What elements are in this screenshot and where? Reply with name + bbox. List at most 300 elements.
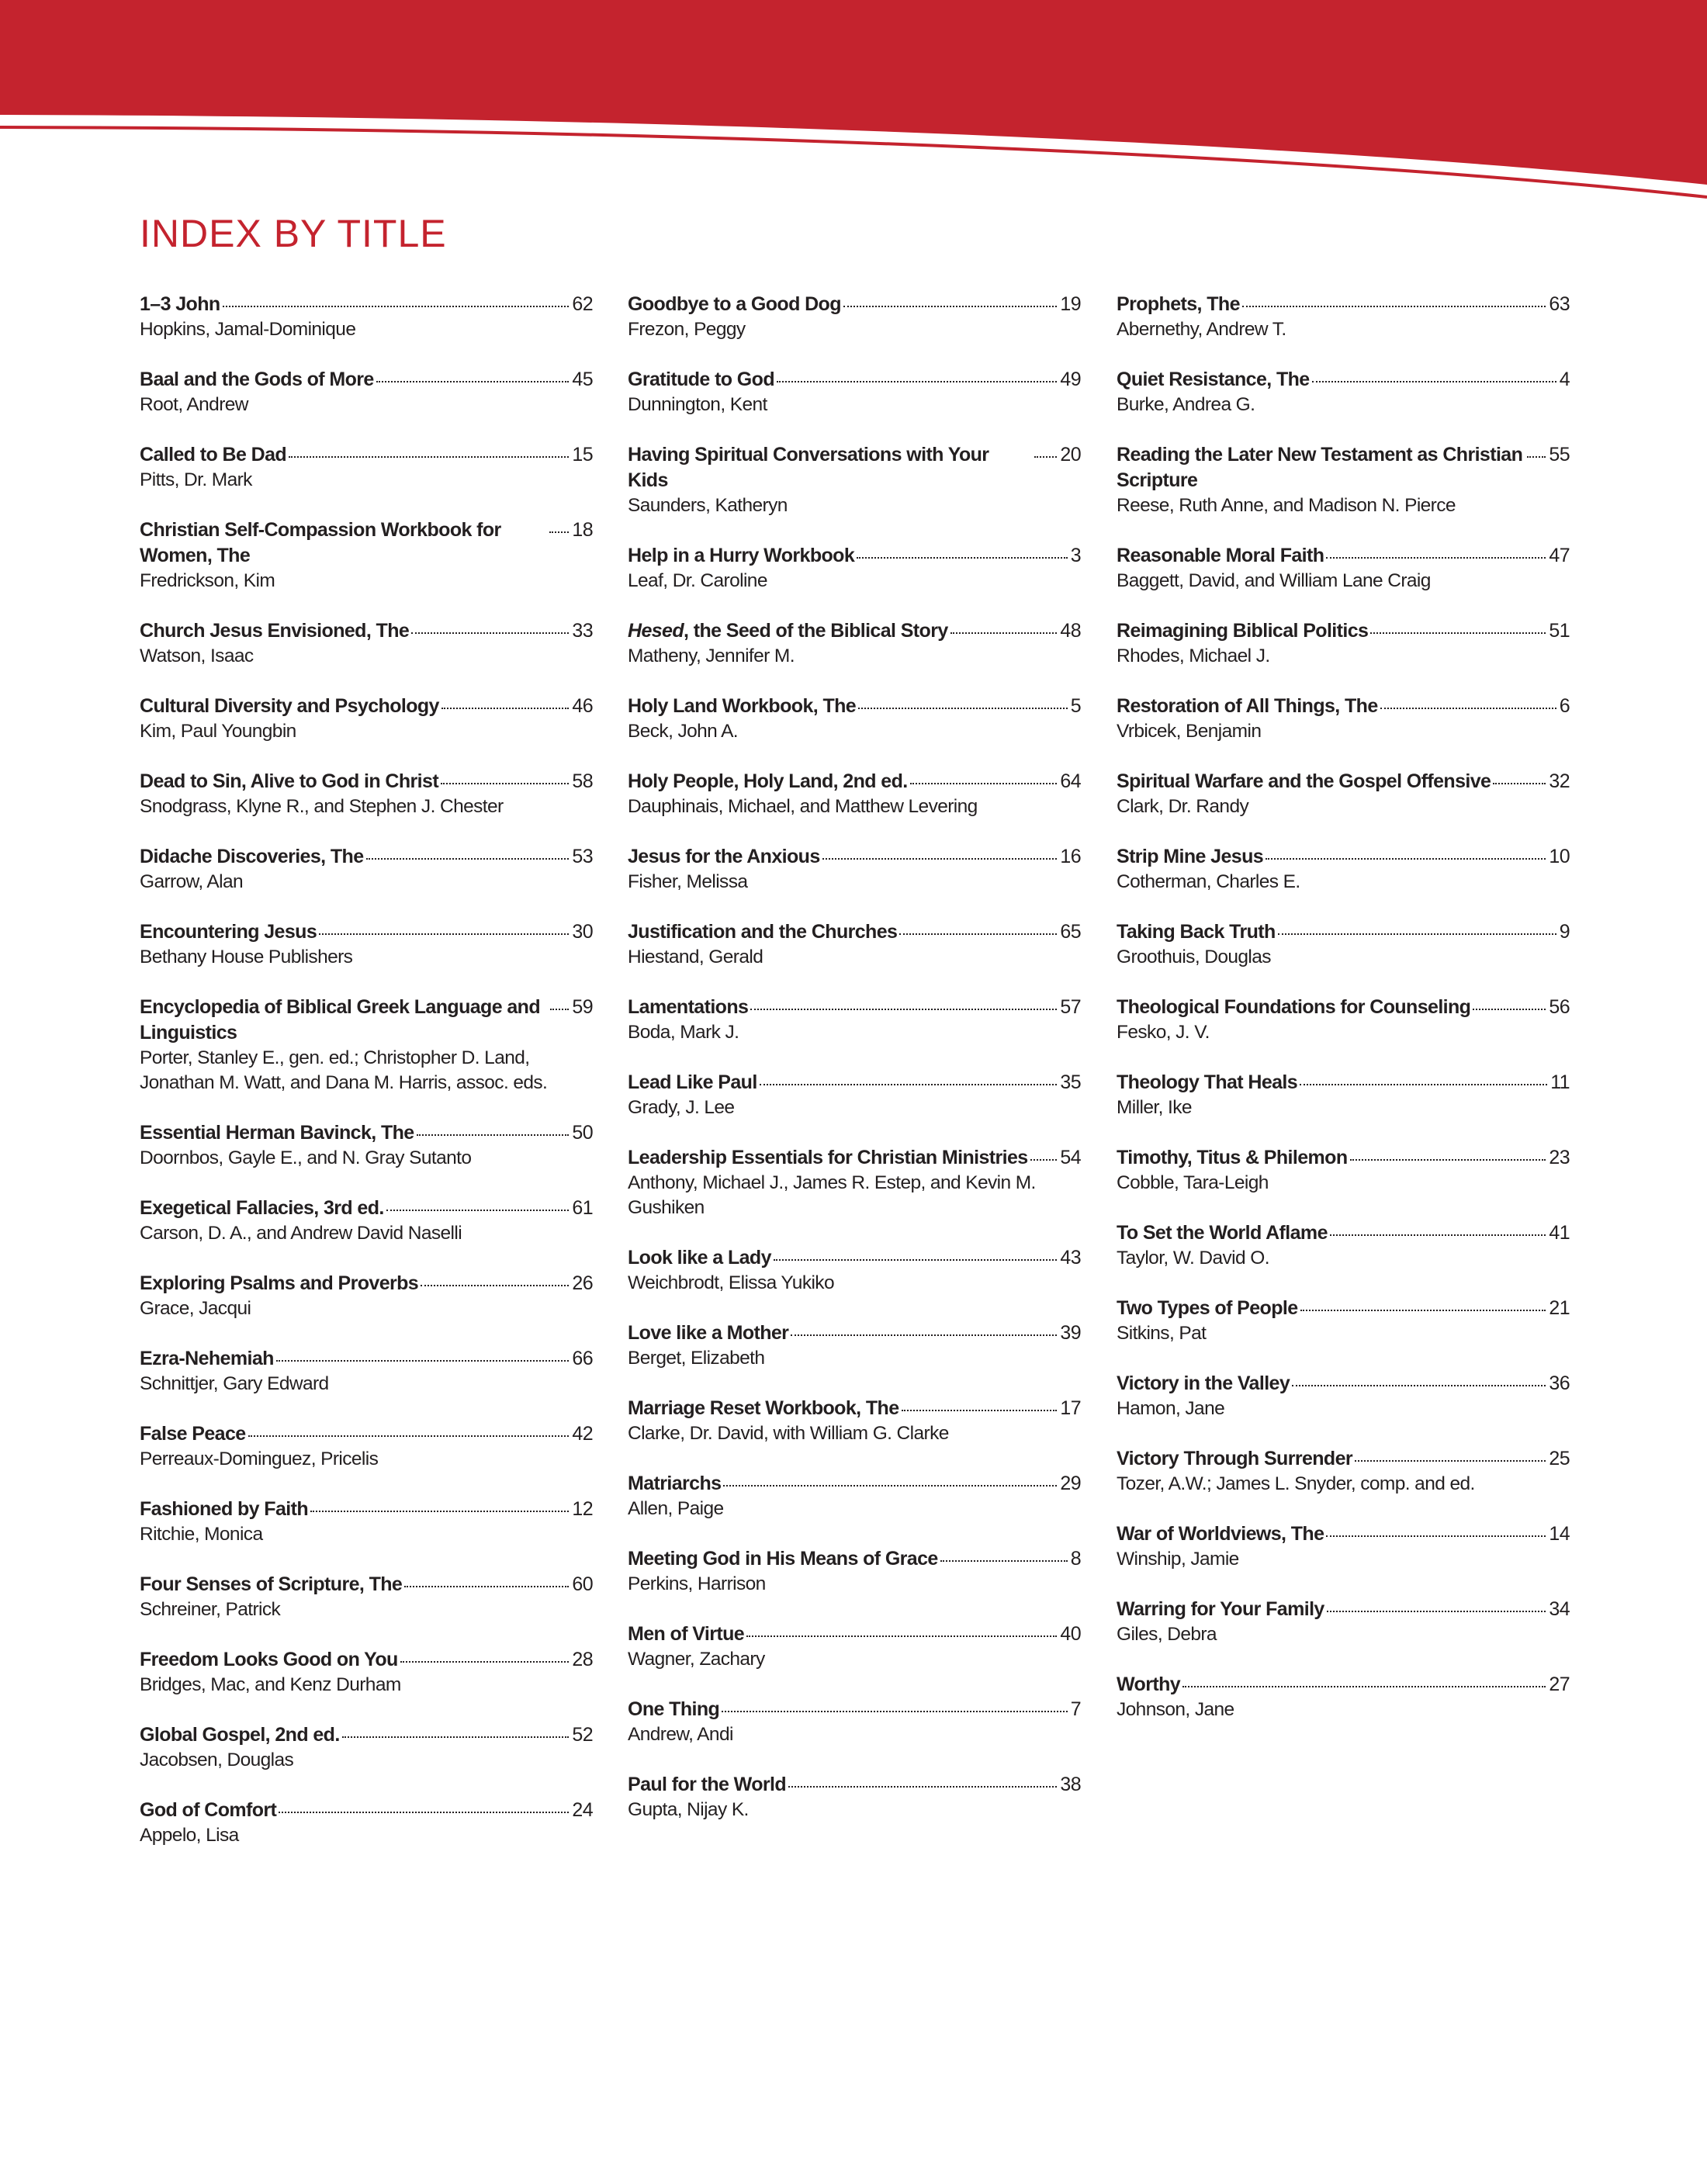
entry-title-line xyxy=(1117,618,1570,644)
book-title-text: , the Seed of the Biblical Story xyxy=(684,620,948,642)
entry-title-line xyxy=(140,618,593,644)
entry-title-line xyxy=(1117,1296,1570,1321)
author-name: Fredrickson, Kim xyxy=(140,570,275,591)
book-title-text: Global Gospel, 2nd ed. xyxy=(140,1724,340,1746)
author-name: Taylor, W. David O. xyxy=(1117,1248,1269,1269)
book-title xyxy=(1117,769,1491,794)
dot-leader xyxy=(760,1084,1058,1085)
author-name: Dunnington, Kent xyxy=(628,394,767,415)
entry-title-line xyxy=(1117,769,1570,794)
author-name: Root, Andrew xyxy=(140,394,248,415)
dot-leader xyxy=(902,1410,1058,1411)
book-title-text: Lead Like Paul xyxy=(628,1071,757,1093)
author-name: Frezon, Peggy xyxy=(628,319,746,340)
index-entry xyxy=(1117,1220,1570,1271)
author-name: Porter, Stanley E., gen. ed.; Christopher D. Land, Jonathan M. Watt, and Dana M. Harris, assoc. eds. xyxy=(140,1047,548,1093)
page-number: 25 xyxy=(1549,1448,1570,1469)
book-title xyxy=(1117,1672,1180,1698)
book-title xyxy=(628,543,854,569)
author-name: Burke, Andrea G. xyxy=(1117,394,1255,415)
index-entry xyxy=(1117,543,1570,594)
book-title xyxy=(140,442,286,468)
page-number: 40 xyxy=(1060,1623,1081,1645)
author-name: Watson, Isaac xyxy=(140,646,254,666)
page-number: 28 xyxy=(572,1649,593,1670)
book-title-text: Exegetical Fallacies, 3rd ed. xyxy=(140,1197,384,1219)
index-entry xyxy=(628,1396,1081,1446)
author-name: Weichbrodt, Elissa Yukiko xyxy=(628,1272,834,1293)
book-title-text: Lamentations xyxy=(628,996,749,1018)
index-column-3 xyxy=(1117,292,1570,1747)
dot-leader xyxy=(843,306,1058,307)
book-title-text: Having Spiritual Conversations with Your Kids xyxy=(628,444,989,491)
entry-title-line xyxy=(140,1346,593,1372)
book-title-text: Reimagining Biblical Politics xyxy=(1117,620,1369,642)
dot-leader xyxy=(1380,708,1556,709)
page-number: 29 xyxy=(1060,1473,1081,1494)
index-column-1 xyxy=(140,292,593,1873)
entry-title-line xyxy=(1117,1597,1570,1622)
entry-title-line xyxy=(140,1421,593,1447)
author-name: Clarke, Dr. David, with William G. Clarke xyxy=(628,1423,949,1444)
dot-leader xyxy=(404,1586,569,1587)
dot-leader xyxy=(858,708,1068,709)
dot-leader xyxy=(822,858,1058,860)
index-entry xyxy=(1117,618,1570,669)
page-number: 49 xyxy=(1060,369,1081,390)
entry-title-line xyxy=(1117,1220,1570,1246)
page-number: 64 xyxy=(1060,770,1081,792)
page-number: 38 xyxy=(1060,1774,1081,1795)
page-number: 9 xyxy=(1559,921,1570,943)
author-name: Allen, Paige xyxy=(628,1498,724,1519)
author-name: Garrow, Alan xyxy=(140,871,244,892)
author-name: Boda, Mark J. xyxy=(628,1022,739,1043)
page-number: 4 xyxy=(1559,369,1570,390)
book-title xyxy=(140,1647,398,1673)
book-title xyxy=(628,1772,786,1798)
author-name: Schreiner, Patrick xyxy=(140,1599,281,1620)
dot-leader xyxy=(400,1661,570,1663)
book-title xyxy=(1117,1220,1328,1246)
book-title xyxy=(140,919,317,945)
book-title-text: Victory in the Valley xyxy=(1117,1372,1290,1394)
index-entry xyxy=(140,517,593,594)
dot-leader xyxy=(1030,1159,1058,1161)
dot-leader xyxy=(774,1259,1057,1261)
author-name: Berget, Elizabeth xyxy=(628,1348,765,1369)
author-name: Bethany House Publishers xyxy=(140,947,353,967)
dot-leader xyxy=(276,1360,570,1362)
index-entry xyxy=(140,618,593,669)
book-title xyxy=(628,618,948,644)
dot-leader xyxy=(441,708,570,709)
book-title xyxy=(140,618,409,644)
book-title-text: Meeting God in His Means of Grace xyxy=(628,1548,938,1570)
dot-leader xyxy=(366,858,570,860)
book-title-text: Timothy, Titus & Philemon xyxy=(1117,1147,1348,1168)
author-name: Dauphinais, Michael, and Matthew Levering xyxy=(628,796,978,817)
book-title-text: Victory Through Surrender xyxy=(1117,1448,1353,1469)
index-entry xyxy=(628,1772,1081,1822)
book-title-text: Spiritual Warfare and the Gospel Offensive xyxy=(1117,770,1491,792)
author-name: Johnson, Jane xyxy=(1117,1699,1234,1720)
index-entry xyxy=(628,844,1081,895)
index-entry xyxy=(140,1421,593,1472)
entry-title-line xyxy=(628,618,1081,644)
page-number: 65 xyxy=(1060,921,1081,943)
entry-title-line xyxy=(628,442,1081,493)
book-title-text: Two Types of People xyxy=(1117,1297,1298,1319)
author-name: Carson, D. A., and Andrew David Naselli xyxy=(140,1223,462,1244)
book-title-text: Help in a Hurry Workbook xyxy=(628,545,855,566)
dot-leader xyxy=(1473,1009,1546,1010)
dot-leader xyxy=(777,381,1057,382)
page-number: 39 xyxy=(1060,1322,1081,1344)
page-number: 36 xyxy=(1549,1372,1570,1394)
entry-title-line xyxy=(140,1497,593,1522)
page-number: 45 xyxy=(572,369,593,390)
dot-leader xyxy=(722,1711,1067,1712)
dot-leader xyxy=(910,783,1058,784)
entry-title-line xyxy=(628,1622,1081,1647)
dot-leader xyxy=(550,1009,569,1010)
entry-title-line xyxy=(628,367,1081,393)
entry-title-line xyxy=(1117,1145,1570,1171)
book-title-text: Dead to Sin, Alive to God in Christ xyxy=(140,770,439,792)
dot-leader xyxy=(899,933,1057,935)
index-entry xyxy=(628,1471,1081,1521)
index-entry xyxy=(1117,1145,1570,1196)
entry-title-line xyxy=(140,1798,593,1823)
entry-title-line xyxy=(628,1697,1081,1722)
banner-red-swoosh xyxy=(0,0,1707,185)
entry-title-line xyxy=(1117,995,1570,1020)
entry-title-line xyxy=(140,1647,593,1673)
page-number: 10 xyxy=(1549,846,1570,867)
book-title xyxy=(628,367,774,393)
book-title-text: Encyclopedia of Biblical Greek Language and Linguistics xyxy=(140,996,541,1044)
author-name: Reese, Ruth Anne, and Madison N. Pierce xyxy=(1117,495,1456,516)
page-number: 11 xyxy=(1550,1071,1570,1093)
page-number: 48 xyxy=(1060,620,1081,642)
index-entry xyxy=(628,1622,1081,1672)
book-title-text: Freedom Looks Good on You xyxy=(140,1649,398,1670)
book-title-text: Christian Self-Compassion Workbook for Women, The xyxy=(140,519,501,566)
entry-title-line xyxy=(1117,694,1570,719)
book-title-text: Men of Virtue xyxy=(628,1623,745,1645)
book-title-text: Love like a Mother xyxy=(628,1322,789,1344)
book-title xyxy=(1117,618,1368,644)
book-title-text: To Set the World Aflame xyxy=(1117,1222,1328,1244)
page-number: 6 xyxy=(1559,695,1570,717)
dot-leader xyxy=(417,1134,570,1136)
book-title xyxy=(1117,1296,1298,1321)
author-name: Giles, Debra xyxy=(1117,1624,1217,1645)
author-name: Groothuis, Douglas xyxy=(1117,947,1271,967)
book-title-text: Worthy xyxy=(1117,1673,1181,1695)
book-title-text: Warring for Your Family xyxy=(1117,1598,1324,1620)
book-title-text: Didache Discoveries, The xyxy=(140,846,364,867)
book-title xyxy=(628,694,856,719)
dot-leader xyxy=(279,1812,569,1813)
page-number: 30 xyxy=(572,921,593,943)
entry-title-line xyxy=(140,1120,593,1146)
entry-title-line xyxy=(140,919,593,945)
entry-title-line xyxy=(628,769,1081,794)
book-title xyxy=(140,1120,414,1146)
dot-leader xyxy=(1300,1310,1546,1311)
book-title xyxy=(628,1697,719,1722)
dot-leader xyxy=(750,1009,1057,1010)
book-title xyxy=(140,1271,418,1296)
index-entry xyxy=(1117,694,1570,744)
page-number: 47 xyxy=(1549,545,1570,566)
index-entry xyxy=(140,769,593,819)
dot-leader xyxy=(791,1334,1057,1336)
page-number: 21 xyxy=(1549,1297,1570,1319)
author-name: Hamon, Jane xyxy=(1117,1398,1225,1419)
author-name: Doornbos, Gayle E., and N. Gray Sutanto xyxy=(140,1147,472,1168)
page-number: 62 xyxy=(572,293,593,315)
page-number: 34 xyxy=(1549,1598,1570,1620)
author-name: Saunders, Katheryn xyxy=(628,495,788,516)
page-number: 17 xyxy=(1060,1397,1081,1419)
book-title-text: Reading the Later New Testament as Christian Scripture xyxy=(1117,444,1523,491)
book-title-text: Theology That Heals xyxy=(1117,1071,1298,1093)
page-number: 51 xyxy=(1549,620,1570,642)
entry-title-line xyxy=(1117,1521,1570,1547)
book-title-text: Cultural Diversity and Psychology xyxy=(140,695,439,717)
page-number: 59 xyxy=(572,996,593,1018)
dot-leader xyxy=(223,306,570,307)
book-title xyxy=(1117,919,1276,945)
author-name: Cotherman, Charles E. xyxy=(1117,871,1300,892)
page-title: INDEX BY TITLE xyxy=(140,212,447,255)
dot-leader xyxy=(1326,557,1546,559)
dot-leader xyxy=(1327,1611,1546,1612)
book-title-text: Marriage Reset Workbook, The xyxy=(628,1397,899,1419)
dot-leader xyxy=(1330,1234,1546,1236)
book-title xyxy=(628,1622,744,1647)
index-entry xyxy=(140,1497,593,1547)
entry-title-line xyxy=(140,1271,593,1296)
dot-leader xyxy=(411,632,569,634)
book-title-text: Prophets, The xyxy=(1117,293,1240,315)
page-number: 15 xyxy=(572,444,593,466)
entry-title-line xyxy=(140,844,593,870)
entry-title-line xyxy=(628,694,1081,719)
book-title xyxy=(140,1421,246,1447)
index-column-2 xyxy=(628,292,1081,1847)
author-name: Perkins, Harrison xyxy=(628,1573,766,1594)
entry-title-line xyxy=(628,995,1081,1020)
author-name: Pitts, Dr. Mark xyxy=(140,469,252,490)
author-name: Miller, Ike xyxy=(1117,1097,1192,1118)
index-entry xyxy=(628,1145,1081,1220)
index-entry xyxy=(628,1697,1081,1747)
page-number: 63 xyxy=(1549,293,1570,315)
book-title-text: Called to Be Dad xyxy=(140,444,287,466)
index-entry xyxy=(628,1546,1081,1597)
book-title xyxy=(140,995,548,1046)
page-number: 57 xyxy=(1060,996,1081,1018)
index-entry xyxy=(1117,1296,1570,1346)
entry-title-line xyxy=(140,769,593,794)
entry-title-line xyxy=(1117,1070,1570,1095)
entry-title-line xyxy=(140,292,593,317)
author-name: Wagner, Zachary xyxy=(628,1649,765,1670)
author-name: Fisher, Melissa xyxy=(628,871,748,892)
author-name: Grace, Jacqui xyxy=(140,1298,251,1319)
book-title xyxy=(628,1145,1028,1171)
entry-title-line xyxy=(628,543,1081,569)
index-entry xyxy=(628,1320,1081,1371)
entry-title-line xyxy=(628,1772,1081,1798)
author-name: Rhodes, Michael J. xyxy=(1117,646,1270,666)
book-title-text: Matriarchs xyxy=(628,1473,722,1494)
book-title xyxy=(628,769,908,794)
index-entry xyxy=(1117,292,1570,342)
book-title xyxy=(628,1320,788,1346)
dot-leader xyxy=(248,1435,570,1437)
dot-leader xyxy=(386,1210,570,1211)
dot-leader xyxy=(319,933,569,935)
entry-title-line xyxy=(628,1145,1081,1171)
index-entry xyxy=(140,1196,593,1246)
book-title xyxy=(1117,995,1470,1020)
index-entry xyxy=(140,1798,593,1848)
page-number: 12 xyxy=(572,1498,593,1520)
book-title-text: Goodbye to a Good Dog xyxy=(628,293,841,315)
entry-title-line xyxy=(628,844,1081,870)
dot-leader xyxy=(1326,1535,1546,1537)
book-title-text: Four Senses of Scripture, The xyxy=(140,1573,403,1595)
author-name: Gupta, Nijay K. xyxy=(628,1799,749,1820)
author-name: Hopkins, Jamal-Dominique xyxy=(140,319,356,340)
entry-title-line xyxy=(140,517,593,569)
author-name: Hiestand, Gerald xyxy=(628,947,763,967)
page-number: 24 xyxy=(572,1799,593,1821)
index-entry xyxy=(140,1722,593,1773)
index-entry xyxy=(140,292,593,342)
index-entry xyxy=(140,367,593,417)
index-entry xyxy=(628,694,1081,744)
index-entry xyxy=(1117,1597,1570,1647)
author-name: Cobble, Tara-Leigh xyxy=(1117,1172,1269,1193)
author-name: Appelo, Lisa xyxy=(140,1825,239,1846)
index-entry xyxy=(1117,442,1570,518)
author-name: Kim, Paul Youngbin xyxy=(140,721,296,742)
author-name: Snodgrass, Klyne R., and Stephen J. Chester xyxy=(140,796,504,817)
entry-title-line xyxy=(628,1396,1081,1421)
entry-title-line xyxy=(628,1320,1081,1346)
book-title xyxy=(628,1471,721,1497)
book-title xyxy=(140,1722,340,1748)
page-number: 18 xyxy=(572,519,593,541)
author-name: Winship, Jamie xyxy=(1117,1549,1239,1570)
index-entry xyxy=(140,1120,593,1171)
index-entry xyxy=(1117,844,1570,895)
book-title-text: Strip Mine Jesus xyxy=(1117,846,1264,867)
page-number: 16 xyxy=(1060,846,1081,867)
book-title xyxy=(140,694,439,719)
page-number: 58 xyxy=(572,770,593,792)
author-name: Vrbicek, Benjamin xyxy=(1117,721,1262,742)
book-title-text: Encountering Jesus xyxy=(140,921,317,943)
page-number: 53 xyxy=(572,846,593,867)
entry-title-line xyxy=(140,694,593,719)
dot-leader xyxy=(376,381,570,382)
author-name: Ritchie, Monica xyxy=(140,1524,263,1545)
entry-title-line xyxy=(1117,1672,1570,1698)
index-entry xyxy=(1117,367,1570,417)
dot-leader xyxy=(857,557,1068,559)
dot-leader xyxy=(1182,1686,1546,1687)
book-title-text: Justification and the Churches xyxy=(628,921,898,943)
index-entry xyxy=(628,919,1081,970)
entry-title-line xyxy=(1117,543,1570,569)
book-title xyxy=(628,844,820,870)
page-number: 27 xyxy=(1549,1673,1570,1695)
book-title-text: Fashioned by Faith xyxy=(140,1498,308,1520)
book-title-text: Church Jesus Envisioned, The xyxy=(140,620,410,642)
book-title xyxy=(140,1346,274,1372)
author-name: Abernethy, Andrew T. xyxy=(1117,319,1286,340)
page-number: 32 xyxy=(1549,770,1570,792)
dot-leader xyxy=(441,783,569,784)
author-name: Fesko, J. V. xyxy=(1117,1022,1210,1043)
index-entry xyxy=(628,543,1081,594)
dot-leader xyxy=(723,1485,1057,1487)
dot-leader xyxy=(1527,456,1546,458)
page-number: 8 xyxy=(1070,1548,1081,1570)
book-title xyxy=(628,1396,899,1421)
page-number: 66 xyxy=(572,1348,593,1369)
author-name: Jacobsen, Douglas xyxy=(140,1750,294,1770)
book-title xyxy=(140,1196,384,1221)
book-title-text: Gratitude to God xyxy=(628,369,774,390)
index-entry xyxy=(1117,995,1570,1045)
book-title-text: Reasonable Moral Faith xyxy=(1117,545,1324,566)
entry-title-line xyxy=(1117,292,1570,317)
index-entry xyxy=(140,1572,593,1622)
book-title-text: War of Worldviews, The xyxy=(1117,1523,1324,1545)
page-number: 3 xyxy=(1070,545,1081,566)
author-name: Grady, J. Lee xyxy=(628,1097,735,1118)
index-entry xyxy=(1117,1371,1570,1421)
book-title xyxy=(140,517,547,569)
book-title xyxy=(628,442,1032,493)
index-entry xyxy=(140,919,593,970)
page-number: 26 xyxy=(572,1272,593,1294)
book-title-text: Baal and the Gods of More xyxy=(140,369,374,390)
book-title-text: Restoration of All Things, The xyxy=(1117,695,1378,717)
book-title-text: Ezra-Nehemiah xyxy=(140,1348,274,1369)
dot-leader xyxy=(1242,306,1546,307)
book-title xyxy=(1117,1446,1352,1472)
book-title xyxy=(628,292,841,317)
dot-leader xyxy=(788,1786,1057,1788)
page-number: 41 xyxy=(1549,1222,1570,1244)
book-title xyxy=(140,844,364,870)
page-number: 42 xyxy=(572,1423,593,1445)
dot-leader xyxy=(310,1511,569,1512)
book-title xyxy=(1117,694,1378,719)
dot-leader xyxy=(1278,933,1556,935)
book-title xyxy=(1117,292,1240,317)
author-name: Clark, Dr. Randy xyxy=(1117,796,1249,817)
